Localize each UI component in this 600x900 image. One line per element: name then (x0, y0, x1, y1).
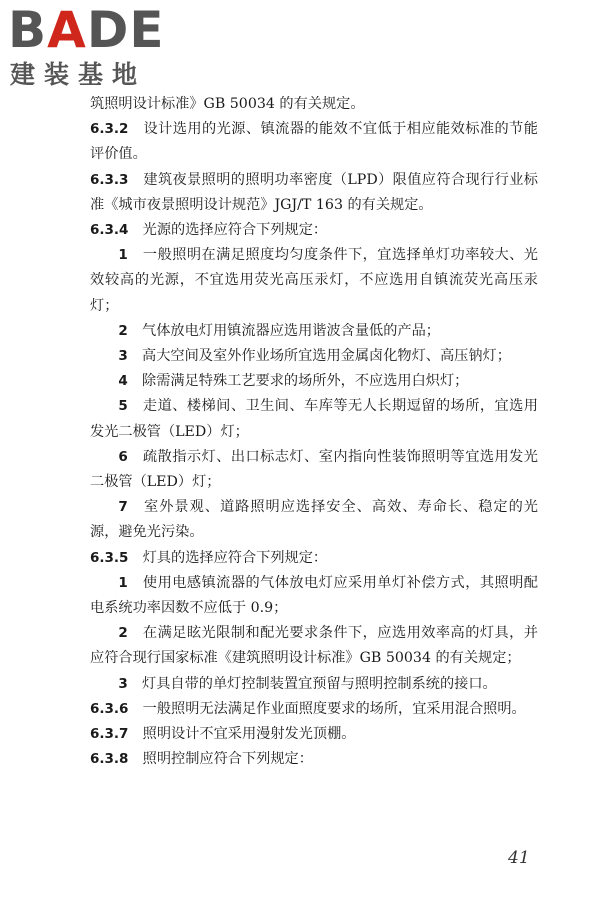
item-number: 7 (118, 499, 128, 516)
item-number: 1 (118, 574, 128, 591)
clause-number: 6.3.3 (90, 171, 129, 188)
logo-letter-b: B (8, 1, 48, 59)
item-text: 灯具自带的单灯控制装置宜预留与照明控制系统的接口。 (142, 675, 497, 692)
list-item-6-3-5-2 (90, 621, 538, 671)
logo-letter-a-accent: A (47, 1, 87, 59)
list-item-6-3-4-5 (90, 394, 538, 444)
item-text: 疏散指示灯、出口标志灯、室内指向性装饰照明等宜选用发光二极管（LED）灯； (90, 448, 538, 491)
list-item-6-3-4-6 (90, 445, 538, 495)
logo-subtitle: 建装基地 (10, 60, 147, 89)
list-item-6-3-4-4 (90, 369, 538, 394)
document-body (90, 92, 538, 772)
item-text: 高大空间及室外作业场所宜选用金属卤化物灯、高压钠灯； (142, 348, 511, 365)
clause-6-3-3 (90, 168, 538, 218)
logo-letters-de: DE (86, 1, 165, 59)
clause-text: 设计选用的光源、镇流器的能效不宜低于相应能效标准的节能评价值。 (90, 121, 538, 163)
item-number: 1 (118, 247, 128, 264)
clause-6-3-4 (90, 218, 538, 243)
item-number: 5 (118, 398, 128, 415)
item-text: 使用电感镇流器的气体放电灯应采用单灯补偿方式，其照明配电系统功率因数不应低于 0.9； (90, 574, 538, 617)
list-item-6-3-4-3 (90, 344, 538, 369)
list-item-6-3-4-2 (90, 319, 538, 344)
list-item-6-3-5-3 (90, 672, 538, 697)
list-item-6-3-5-1 (90, 571, 538, 621)
clause-number: 6.3.4 (90, 222, 129, 239)
clause-number: 6.3.6 (90, 700, 129, 717)
list-item-6-3-4-7 (90, 495, 538, 545)
clause-text: 建筑夜景照明的照明功率密度（LPD）限值应符合现行行业标准《城市夜景照明设计规范》JGJ/T 163 的有关规定。 (90, 171, 538, 213)
item-number: 2 (118, 322, 128, 339)
clause-6-3-5 (90, 546, 538, 571)
clause-number: 6.3.2 (90, 121, 129, 138)
page-number: 41 (508, 848, 530, 868)
clause-text: 照明控制应符合下列规定： (142, 751, 313, 768)
item-text: 走道、楼梯间、卫生间、车库等无人长期逗留的场所，宜选用发光二极管（LED）灯； (90, 398, 538, 440)
item-number: 6 (118, 448, 128, 465)
brand-logo (8, 1, 183, 92)
item-number: 2 (118, 625, 128, 642)
item-text: 室外景观、道路照明应选择安全、高效、寿命长、稳定的光源，避免光污染。 (90, 499, 538, 541)
item-text: 气体放电灯用镇流器应选用谐波含量低的产品； (142, 322, 440, 339)
clause-number: 6.3.8 (90, 751, 129, 768)
item-number: 3 (118, 675, 128, 692)
item-text: 在满足眩光限制和配光要求条件下，应选用效率高的灯具，并应符合现行国家标准《建筑照明设计标准》GB 50034 的有关规定； (90, 625, 538, 667)
logo-wordmark (8, 1, 165, 59)
clause-6-3-7 (90, 722, 538, 747)
clause-6-3-6 (90, 697, 538, 722)
item-text: 除需满足特殊工艺要求的场所外，不应选用白炽灯； (142, 373, 469, 390)
item-number: 3 (118, 348, 128, 365)
clause-number: 6.3.7 (90, 726, 129, 743)
paragraph-continuation (90, 92, 538, 117)
item-text: 一般照明在满足照度均匀度条件下，宜选择单灯功率较大、光效较高的光源，不宜选用荧光高压汞灯，不应选用自镇流荧光高压汞灯； (90, 247, 538, 314)
clause-text: 光源的选择应符合下列规定： (142, 222, 328, 239)
clause-6-3-8 (90, 747, 538, 772)
list-item-6-3-4-1 (90, 243, 538, 319)
clause-text: 灯具的选择应符合下列规定： (142, 549, 328, 566)
clause-6-3-2 (90, 117, 538, 167)
clause-text: 一般照明无法满足作业面照度要求的场所，宜采用混合照明。 (142, 700, 526, 717)
paragraph-text: 筑照明设计标准》GB 50034 的有关规定。 (90, 96, 365, 112)
item-number: 4 (118, 373, 128, 390)
clause-number: 6.3.5 (90, 549, 129, 566)
clause-text: 照明设计不宜采用漫射发光顶棚。 (142, 726, 356, 743)
